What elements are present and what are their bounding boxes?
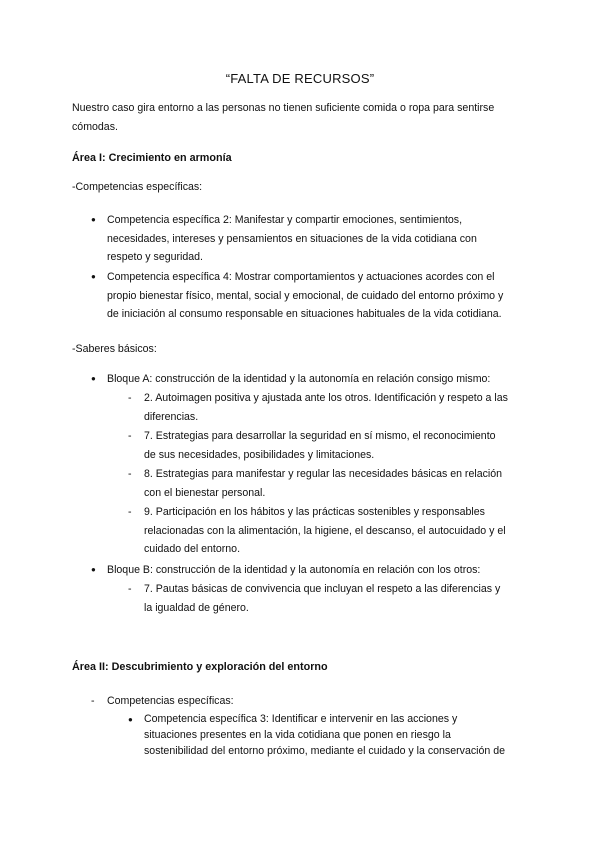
list-item-line: 2. Autoimagen positiva y ajustada ante los otros. Identificación y respeto a las [144, 392, 508, 404]
list-item-line: 8. Estrategias para manifestar y regular las necesidades básicas en relación [144, 468, 503, 480]
list-item-line: 9. Participación en los hábitos y las prácticas sostenibles y responsables [144, 506, 485, 518]
bullet-icon: ● [91, 565, 96, 574]
list-item-line: Competencias específicas: [107, 695, 234, 707]
list-item-line: diferencias. [144, 410, 199, 423]
list-item-text [144, 580, 500, 617]
list-item-line: de iniciación al consumo responsable en situaciones habituales de la vida cotidiana. [107, 308, 502, 321]
area2-heading: Área II: Descubrimiento y exploración del entorno [72, 661, 328, 673]
list-item-text [144, 503, 506, 559]
intro-line: cómodas. [72, 120, 118, 133]
list-item-line: con el bienestar personal. [144, 486, 266, 499]
list-item-line: propio bienestar físico, mental, social y emocional, de cuidado del entorno próximo y [107, 289, 504, 302]
area1-competencias-label: -Competencias específicas: [72, 181, 203, 193]
list-item-line: sostenibilidad del entorno próximo, mediante el cuidado y la conservación de [144, 745, 505, 757]
list-item-line: respeto y seguridad. [107, 251, 203, 264]
area1-heading: Área I: Crecimiento en armonía [72, 152, 232, 164]
list-item-line: Competencia específica 3: Identificar e intervenir en las acciones y [144, 713, 458, 725]
list-item-line: necesidades, intereses y pensamientos en situaciones de la vida cotidiana con [107, 232, 477, 245]
bullet-icon: ● [128, 715, 133, 724]
list-item-line: Competencia específica 4: Mostrar comportamientos y actuaciones acordes con el [107, 271, 495, 283]
dash-icon: - [128, 506, 132, 518]
list-item-text [144, 427, 496, 464]
list-item-line: relacionadas con la alimentación, la higiene, el descanso, el autocuidado y el [144, 524, 506, 537]
list-item-line: 7. Estrategias para desarrollar la seguridad en sí mismo, el reconocimiento [144, 430, 496, 442]
bullet-icon: ● [91, 272, 96, 281]
list-item-line: Bloque B: construcción de la identidad y la autonomía en relación con los otros: [107, 564, 481, 576]
dash-icon: - [128, 468, 132, 480]
dash-icon: - [128, 430, 132, 442]
list-item-line: de sus necesidades, posibilidades y limitaciones. [144, 448, 375, 461]
document-title: “FALTA DE RECURSOS” [225, 71, 375, 86]
bullet-icon: ● [91, 215, 96, 224]
intro-line: Nuestro caso gira entorno a las personas no tienen suficiente comida o ropa para sentirse [72, 102, 495, 114]
list-item-line: la igualdad de género. [144, 601, 249, 614]
list-item-line: Bloque A: construcción de la identidad y la autonomía en relación consigo mismo: [107, 373, 491, 385]
list-item-text [107, 692, 234, 711]
area1-saberes-label: -Saberes básicos: [72, 343, 157, 355]
list-item-text [144, 389, 508, 426]
intro-paragraph [72, 99, 494, 136]
dash-icon: - [128, 392, 132, 404]
list-item-line: situaciones presentes en la vida cotidiana que ponen en riesgo la [144, 729, 451, 741]
list-item-text [144, 711, 505, 759]
list-item-text [107, 370, 490, 389]
list-item-text [107, 268, 503, 324]
list-item-text [107, 211, 477, 267]
dash-icon: - [128, 583, 132, 595]
bullet-icon: ● [91, 374, 96, 383]
list-item-text [107, 561, 480, 580]
list-item-line: Competencia específica 2: Manifestar y compartir emociones, sentimientos, [107, 214, 463, 226]
list-item-text [144, 465, 502, 502]
dash-icon: - [91, 695, 95, 707]
list-item-line: cuidado del entorno. [144, 543, 241, 556]
list-item-line: 7. Pautas básicas de convivencia que incluyan el respeto a las diferencias y [144, 583, 501, 595]
